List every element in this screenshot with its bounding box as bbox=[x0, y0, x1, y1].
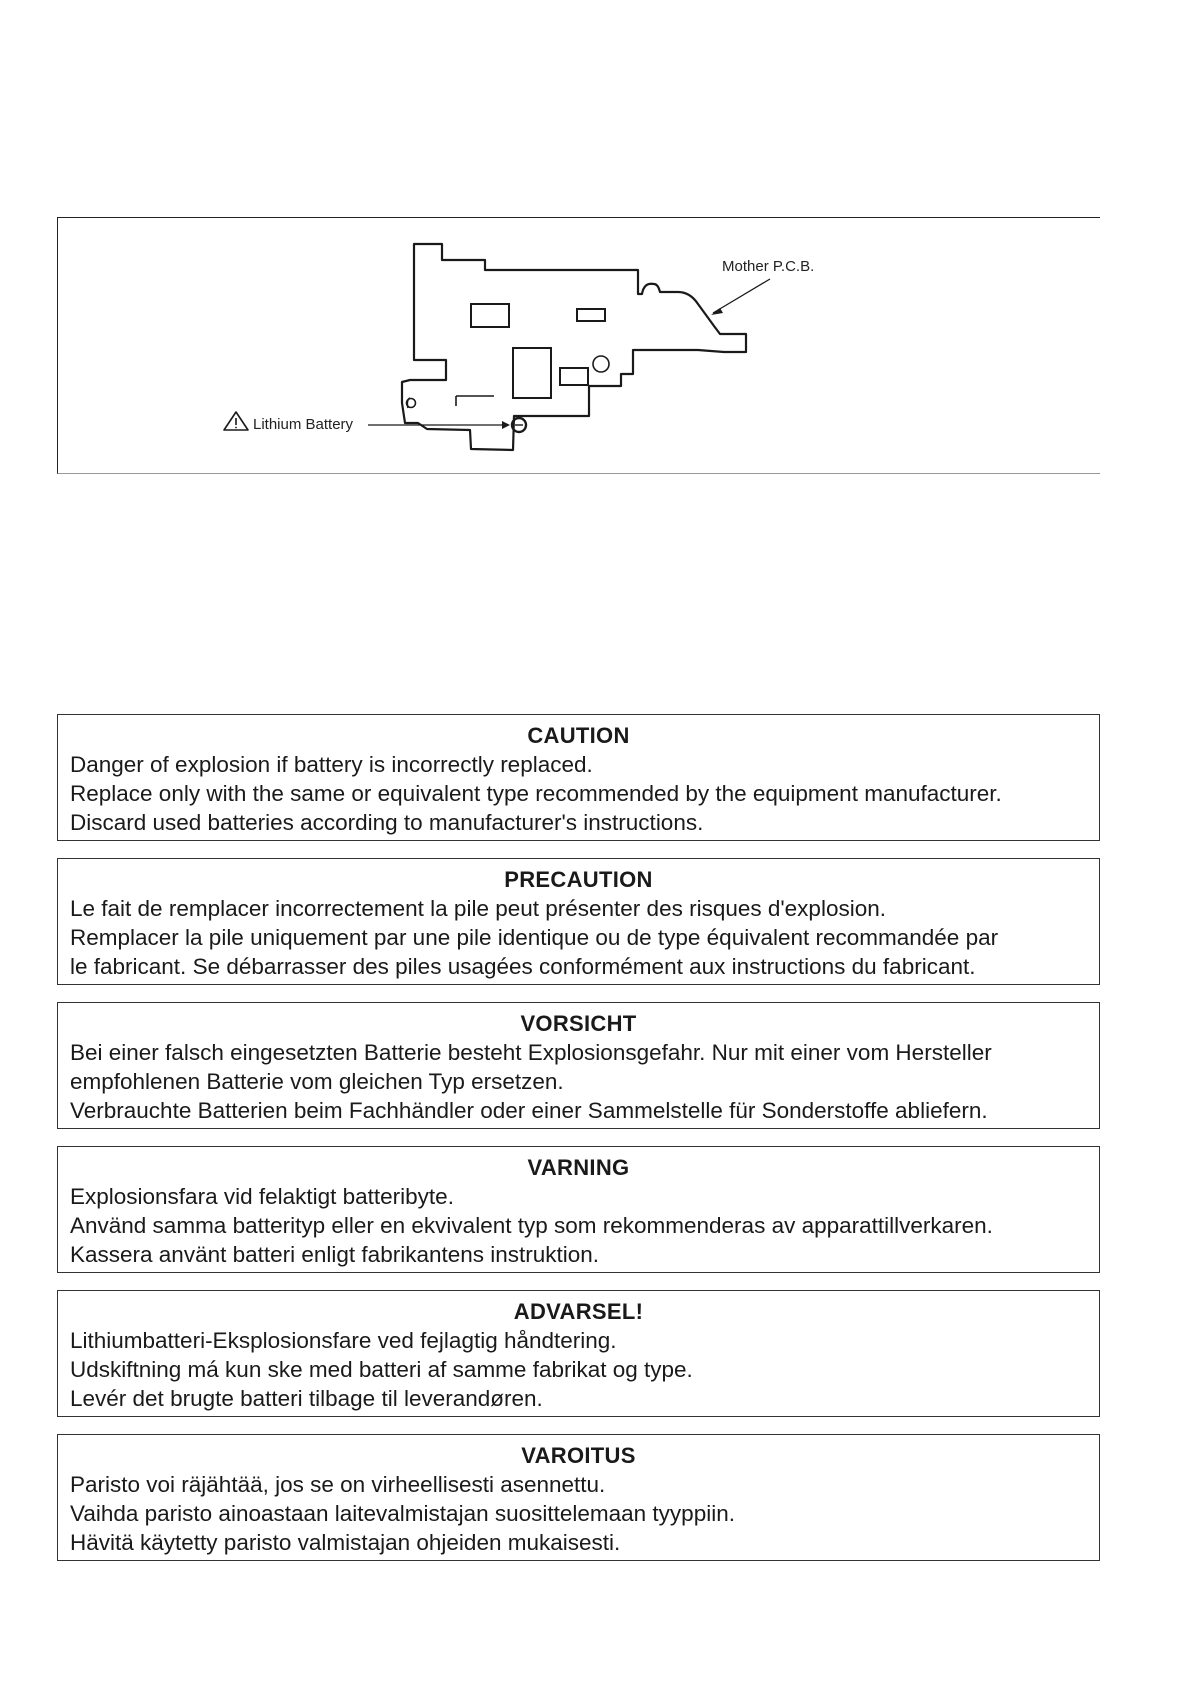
caution-box-french bbox=[57, 858, 1100, 985]
caution-line: le fabricant. Se débarrasser des piles usagées conformément aux instructions du fabricant. bbox=[70, 954, 976, 979]
caution-line: Använd samma batterityp eller en ekvivalent typ som rekommenderas av apparattillverkaren. bbox=[70, 1213, 993, 1238]
pcb-component bbox=[513, 348, 551, 398]
caution-line: Hävitä käytetty paristo valmistajan ohjeiden mukaisesti. bbox=[70, 1530, 621, 1555]
caution-line: Kassera använt batteri enligt fabrikantens instruktion. bbox=[70, 1242, 600, 1267]
caution-box-english bbox=[57, 714, 1100, 841]
pcb-diagram bbox=[58, 218, 1101, 475]
caution-box-finnish bbox=[57, 1434, 1100, 1561]
caution-line: Discard used batteries according to manufacturer's instructions. bbox=[70, 810, 704, 835]
caution-title: VARNING bbox=[527, 1155, 630, 1180]
caution-title: CAUTION bbox=[527, 723, 630, 748]
caution-line: Levér det brugte batteri tilbage til leverandøren. bbox=[70, 1386, 543, 1411]
caution-title: PRECAUTION bbox=[504, 867, 653, 892]
mounting-hole-icon bbox=[593, 356, 609, 372]
pcb-component bbox=[471, 304, 509, 327]
caution-box-swedish bbox=[57, 1146, 1100, 1273]
mother-pcb-outline bbox=[402, 244, 746, 450]
caution-line: Le fait de remplacer incorrectement la pile peut présenter des risques d'explosion. bbox=[70, 896, 886, 921]
pcb-component bbox=[577, 309, 605, 321]
pcb-component bbox=[560, 368, 588, 385]
mother-pcb-label: Mother P.C.B. bbox=[722, 258, 815, 275]
caution-line: Verbrauchte Batterien beim Fachhändler oder einer Sammelstelle für Sonderstoffe abliefern. bbox=[70, 1098, 988, 1123]
caution-title: VAROITUS bbox=[521, 1443, 636, 1468]
pcb-diagram-frame bbox=[57, 217, 1100, 474]
caution-line: Lithiumbatteri-Eksplosionsfare ved fejlagtig håndtering. bbox=[70, 1328, 617, 1353]
caution-line: Danger of explosion if battery is incorrectly replaced. bbox=[70, 752, 593, 777]
caution-line: Udskiftning má kun ske med batteri af samme fabrikat og type. bbox=[70, 1357, 693, 1382]
caution-title: ADVARSEL! bbox=[513, 1299, 644, 1324]
warning-triangle-icon bbox=[224, 412, 248, 430]
caution-line: Remplacer la pile uniquement par une pile identique ou de type équivalent recommandée par bbox=[70, 925, 999, 950]
caution-box-german bbox=[57, 1002, 1100, 1129]
caution-title: VORSICHT bbox=[520, 1011, 637, 1036]
caution-line: Vaihda paristo ainoastaan laitevalmistajan suosittelemaan tyyppiin. bbox=[70, 1501, 735, 1526]
pcb-leader-line bbox=[713, 279, 770, 313]
caution-line: empfohlenen Batterie vom gleichen Typ ersetzen. bbox=[70, 1069, 564, 1094]
caution-line: Explosionsfara vid felaktigt batteribyte. bbox=[70, 1184, 454, 1209]
caution-line: Paristo voi räjähtää, jos se on virheellisesti asennettu. bbox=[70, 1472, 606, 1497]
caution-box-danish bbox=[57, 1290, 1100, 1417]
caution-line: Bei einer falsch eingesetzten Batterie besteht Explosionsgefahr. Nur mit einer vom Hersteller bbox=[70, 1040, 992, 1065]
caution-line: Replace only with the same or equivalent type recommended by the equipment manufacturer. bbox=[70, 781, 1002, 806]
battery-label: Lithium Battery bbox=[253, 416, 354, 433]
